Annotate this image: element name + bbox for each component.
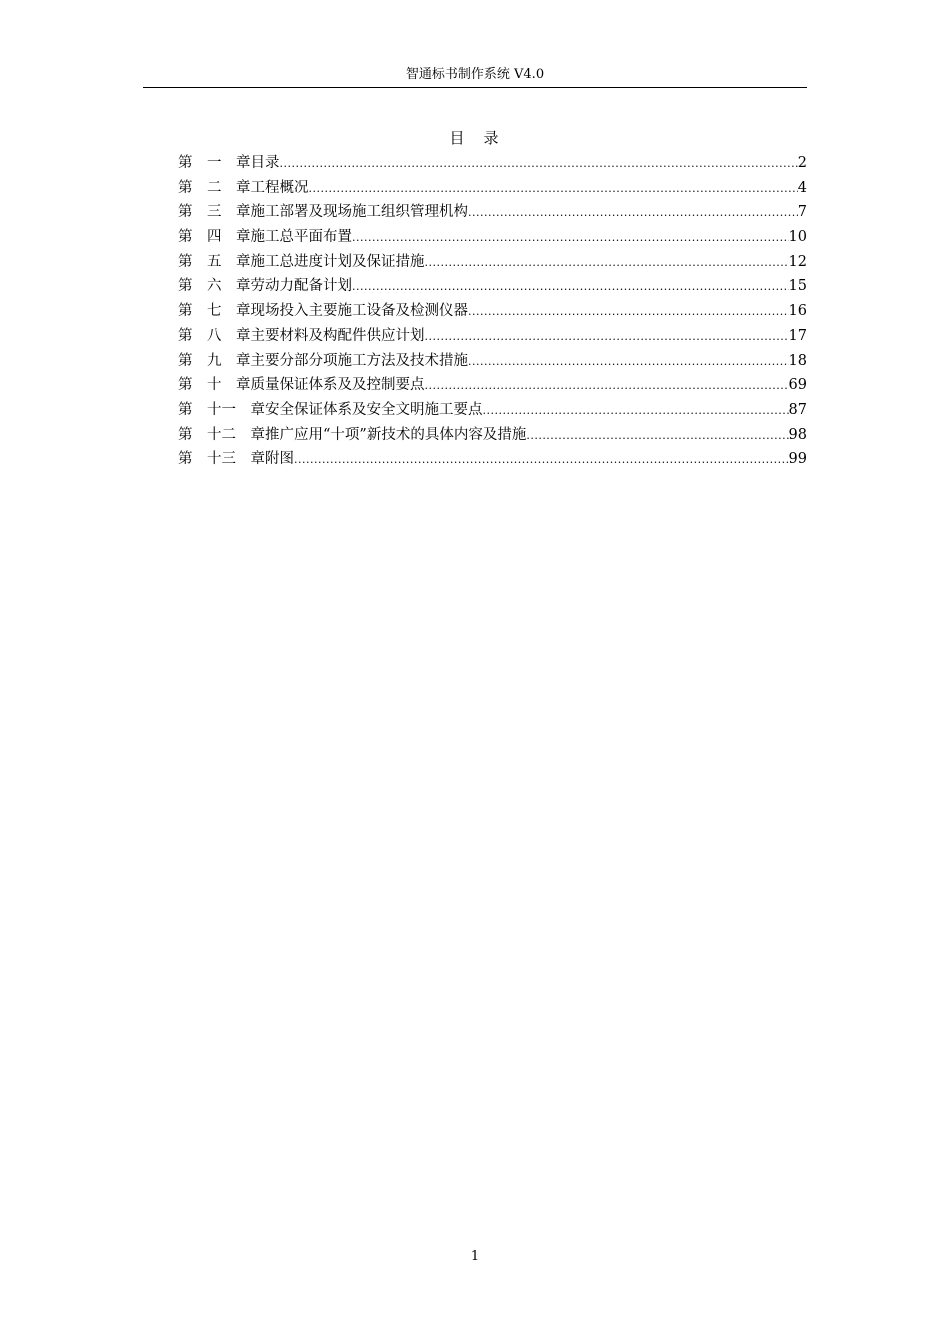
toc-entry-label: 第 九 章主要分部分项施工方法及技术措施 [178, 352, 468, 369]
toc-dot-leader [425, 325, 789, 350]
toc-entry[interactable] [178, 447, 807, 472]
table-of-contents [178, 151, 807, 472]
toc-dot-leader [468, 201, 798, 226]
toc-entry[interactable] [178, 324, 807, 349]
header-divider [143, 87, 807, 88]
toc-entry[interactable] [178, 225, 807, 250]
toc-entry[interactable] [178, 176, 807, 201]
toc-entry[interactable] [178, 423, 807, 448]
toc-entry-label: 第 十三 章附图 [178, 451, 294, 468]
toc-entry-page: 87 [788, 401, 807, 418]
toc-dot-leader [280, 152, 798, 177]
toc-entry-page: 4 [797, 179, 807, 196]
toc-entry-label: 第 四 章施工总平面布置 [178, 229, 352, 246]
toc-dot-leader [483, 399, 789, 424]
toc-entry[interactable] [178, 151, 807, 176]
toc-entry-page: 15 [788, 278, 807, 295]
toc-entry[interactable] [178, 200, 807, 225]
toc-dot-leader [294, 448, 789, 473]
toc-entry-page: 12 [788, 253, 807, 270]
toc-entry-label: 第 八 章主要材料及构配件供应计划 [178, 327, 425, 344]
toc-entry-page: 2 [797, 155, 807, 171]
toc-entry-page: 10 [788, 229, 807, 246]
toc-entry-label: 第 三 章施工部署及现场施工组织管理机构 [178, 204, 468, 221]
toc-entry[interactable] [178, 250, 807, 275]
toc-title: 目 录 [449, 129, 501, 147]
toc-entry[interactable] [178, 299, 807, 324]
toc-dot-leader [526, 424, 788, 449]
toc-entry[interactable] [178, 349, 807, 374]
toc-entry-label: 第 二 章工程概况 [178, 179, 309, 196]
toc-dot-leader [425, 251, 789, 276]
toc-entry-label: 第 十 章质量保证体系及及控制要点 [178, 377, 425, 394]
toc-entry-page: 17 [788, 327, 807, 344]
toc-entry-page: 69 [788, 377, 807, 394]
toc-entry-page: 7 [797, 204, 807, 221]
toc-dot-leader [309, 177, 798, 202]
page-header-title: 智通标书制作系统 V4.0 [405, 67, 545, 82]
toc-entry-label: 第 十一 章安全保证体系及安全文明施工要点 [178, 401, 483, 418]
toc-dot-leader [352, 226, 789, 251]
toc-dot-leader [468, 350, 789, 375]
toc-entry-page: 98 [788, 426, 807, 443]
page-number: 1 [470, 1249, 480, 1264]
toc-entry[interactable] [178, 373, 807, 398]
toc-entry-page: 99 [788, 451, 807, 468]
toc-entry-label: 第 一 章目录 [178, 155, 280, 171]
toc-entry-label: 第 十二 章推广应用“十项”新技术的具体内容及措施 [178, 426, 527, 443]
toc-entry-page: 18 [788, 352, 807, 369]
toc-entry[interactable] [178, 398, 807, 423]
toc-entry[interactable] [178, 274, 807, 299]
toc-entry-label: 第 六 章劳动力配备计划 [178, 278, 352, 295]
toc-entry-label: 第 七 章现场投入主要施工设备及检测仪器 [178, 303, 468, 320]
toc-dot-leader [468, 300, 789, 325]
toc-dot-leader [352, 275, 789, 300]
toc-entry-page: 16 [788, 303, 807, 320]
toc-dot-leader [425, 374, 789, 399]
toc-entry-label: 第 五 章施工总进度计划及保证措施 [178, 253, 425, 270]
